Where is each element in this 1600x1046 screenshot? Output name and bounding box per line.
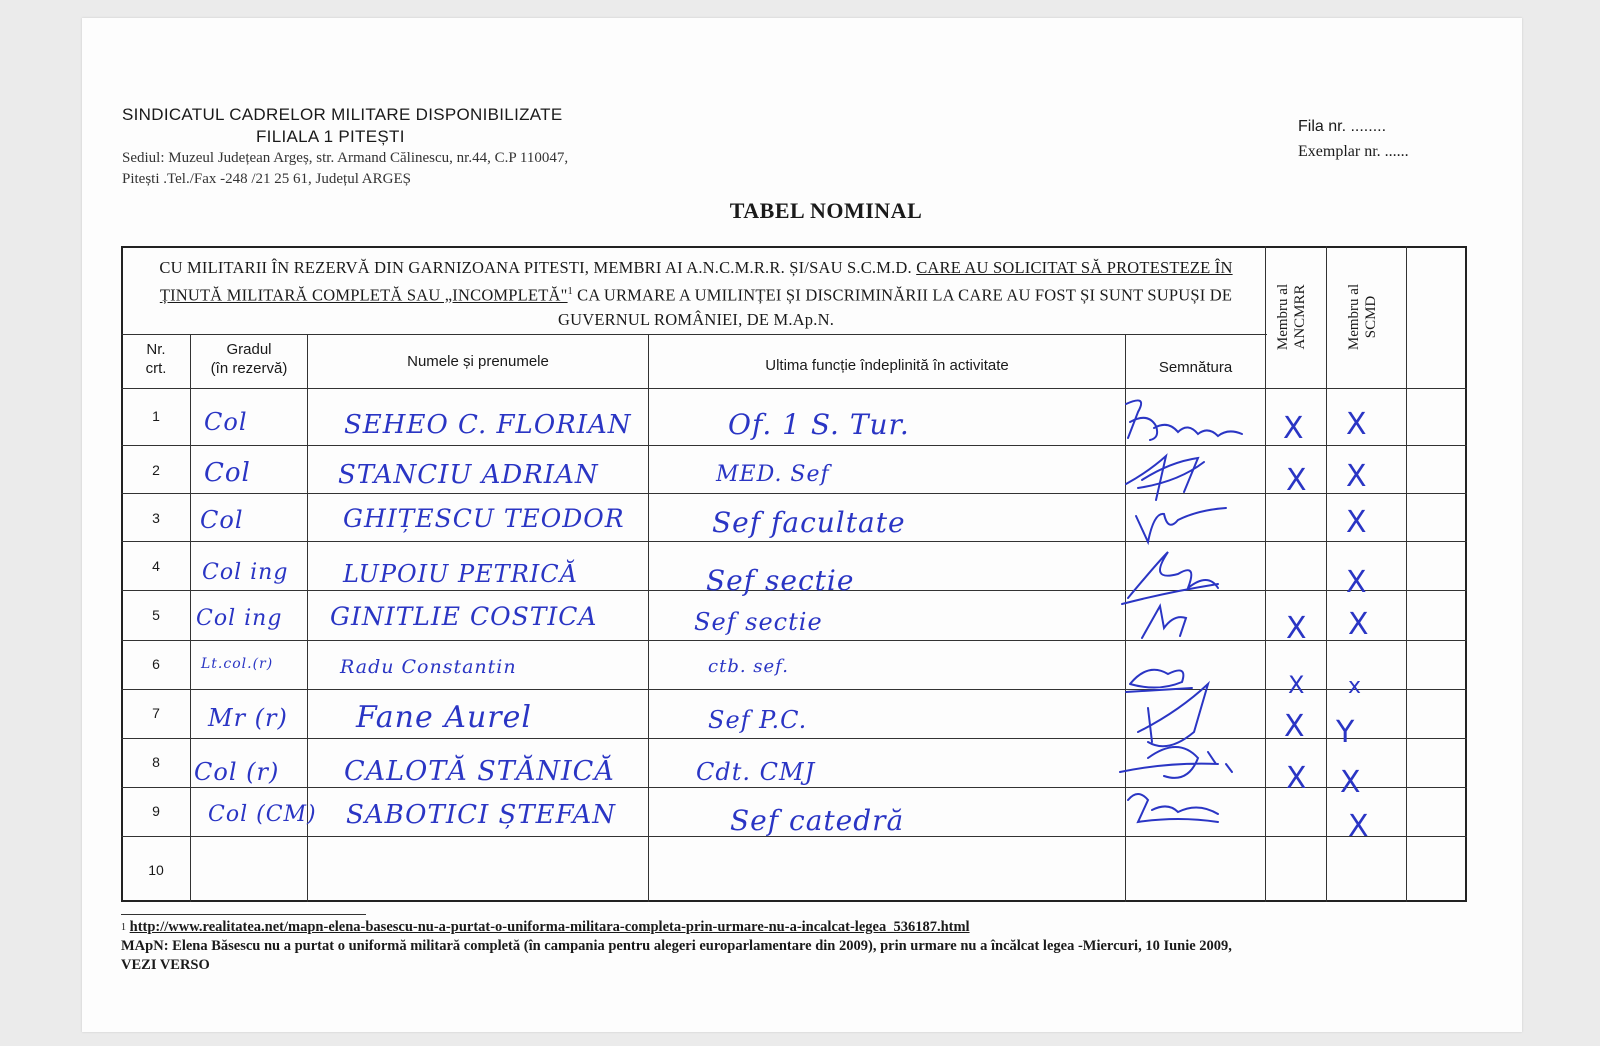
grade-entry: Col ing — [196, 606, 283, 631]
name-entry: STANCIU ADRIAN — [338, 460, 599, 490]
signature-scribble — [1142, 606, 1186, 638]
name-entry: SABOTICI ȘTEFAN — [346, 800, 616, 830]
column-header-scmd-line2: SCMD — [1363, 295, 1379, 339]
ancmrr-mark: X — [1286, 611, 1307, 646]
row-number: 8 — [152, 754, 160, 770]
scmd-mark: X — [1348, 809, 1369, 844]
row-number: 2 — [152, 462, 160, 478]
document-title: TABEL NOMINAL — [729, 198, 923, 223]
function-entry: ctb. sef. — [708, 656, 789, 677]
column-header-semnatura: Semnătura — [1158, 359, 1233, 376]
org-address-line1: Sediul: Muzeul Județean Argeș, str. Armand Călinescu, nr.44, C.P 110047, — [122, 150, 569, 166]
scmd-mark: Y — [1336, 715, 1355, 750]
heading-text-end: CA URMARE A UMILINȚEI ȘI DISCRIMINĂRII LA CARE AU FOST ȘI SUNT SUPUȘI DE GUVERNUL ROMÂNIEI, DE M.Ap.N. — [557, 285, 1233, 329]
grade-entry: Lt.col.(r) — [201, 656, 274, 672]
row-number: 3 — [152, 510, 160, 526]
table-rule — [1326, 246, 1327, 902]
function-entry: Sef sectie — [706, 564, 855, 597]
signature-scribble — [1136, 508, 1226, 542]
scmd-mark: X — [1346, 407, 1367, 442]
row-number: 9 — [152, 803, 160, 819]
function-entry: Sef catedră — [730, 804, 905, 837]
signature-scribble — [1122, 552, 1218, 604]
function-entry: Cdt. CMJ — [696, 758, 816, 786]
scmd-mark: X — [1346, 505, 1367, 540]
table-rule — [1406, 246, 1407, 902]
ancmrr-mark: X — [1286, 463, 1307, 498]
exemplar-number: Exemplar nr. ...... — [1298, 143, 1409, 160]
grade-entry: Col (CM) — [208, 802, 317, 827]
row-number: 10 — [148, 862, 164, 878]
column-header-nr-line2: crt. — [145, 360, 167, 377]
fila-number: Fila nr. ........ — [1298, 118, 1387, 135]
row-number: 6 — [152, 656, 160, 672]
name-entry: LUPOIU PETRICĂ — [343, 560, 578, 588]
heading-text: CU MILITARII ÎN REZERVĂ DIN GARNIZOANA PITESTI, MEMBRI AI A.N.C.M.R.R. ȘI/SAU S.C.M.D. — [159, 258, 912, 277]
function-entry: Sef P.C. — [708, 706, 808, 734]
footnote — [121, 918, 1461, 975]
row-number: 7 — [152, 705, 160, 721]
column-header-scmd-line1: Membru al — [1346, 283, 1362, 351]
name-entry: GHIȚESCU TEODOR — [343, 504, 625, 533]
signature-scribble — [1138, 684, 1208, 746]
column-header-nume: Numele și prenumele — [407, 353, 549, 370]
function-entry: MED. Sef — [716, 462, 830, 487]
column-header-nr-line1: Nr. — [146, 341, 166, 358]
column-header-ancmrr-line2: ANCMRR — [1292, 284, 1308, 350]
heading-underlined-text: CARE AU SOLICITAT SĂ PROTESTEZE ÎN ȚINUTĂ MILITARĂ COMPLETĂ SAU „INCOMPLETĂ" — [159, 258, 1233, 305]
org-name: SINDICATUL CADRELOR MILITARE DISPONIBILIZATE — [122, 105, 563, 124]
grade-entry: Col ing — [202, 560, 289, 585]
function-entry: Sef facultate — [712, 506, 906, 539]
row-number: 5 — [152, 607, 160, 623]
grade-entry: Col — [204, 408, 248, 436]
org-branch: FILIALA 1 PITEȘTI — [256, 127, 405, 146]
ancmrr-mark: X — [1283, 411, 1304, 446]
sheet-number-block — [1298, 114, 1409, 164]
signature-scribble — [1126, 670, 1192, 692]
column-header-ancmrr — [1275, 261, 1315, 373]
signature-scribble — [1126, 456, 1204, 500]
name-entry: CALOTĂ STĂNICĂ — [344, 756, 615, 787]
table-heading — [146, 256, 1246, 332]
scmd-mark: x — [1348, 674, 1362, 699]
footnote-divider — [121, 914, 366, 915]
signature-scribble — [1126, 400, 1242, 440]
grade-entry: Col — [200, 506, 244, 534]
org-address-line2: Pitești .Tel./Fax -248 /21 25 61, Județul ARGEȘ — [122, 171, 411, 187]
signatures-column — [1108, 392, 1268, 862]
grade-entry: Mr (r) — [208, 704, 288, 732]
ancmrr-mark: X — [1284, 709, 1305, 744]
function-entry: Of. 1 S. Tur. — [728, 408, 910, 441]
footnote-link[interactable]: http://www.realitatea.net/mapn-elena-basescu-nu-a-purtat-o-uniforma-militara-completa-prin-urmare-nu-a-incalcat-legea_536187.html — [129, 919, 970, 935]
signature-scribble — [1128, 794, 1218, 822]
column-header-grad-line1: Gradul — [226, 341, 272, 358]
scmd-mark: X — [1346, 459, 1367, 494]
footnote-mark: 1 — [121, 922, 126, 933]
function-entry: Sef sectie — [694, 608, 823, 636]
name-entry: GINITLIE COSTICA — [330, 602, 598, 631]
verso-note: VEZI VERSO — [121, 957, 210, 973]
heading-footnote-mark: 1 — [567, 286, 573, 297]
ancmrr-mark: X — [1286, 761, 1307, 796]
column-header-functie: Ultima funcție îndeplinită în activitate — [765, 357, 1009, 374]
ancmrr-mark: X — [1288, 671, 1305, 699]
footnote-text: MApN: Elena Băsescu nu a purtat o uniformă militară completă (în campania pentru alegeri europarlamentare din 2009), prin urmare nu a încălcat legea -Miercuri, 10 Iunie 2009, — [121, 938, 1232, 954]
table-rule — [190, 334, 191, 902]
scmd-mark: X — [1348, 607, 1369, 642]
row-number: 1 — [152, 408, 160, 424]
row-number: 4 — [152, 558, 160, 574]
column-header-scmd — [1346, 261, 1386, 373]
grade-entry: Col — [204, 458, 251, 488]
signature-scribble — [1120, 747, 1232, 778]
column-header-ancmrr-line1: Membru al — [1275, 283, 1291, 351]
scmd-mark: X — [1346, 565, 1367, 600]
name-entry: Fane Aurel — [356, 700, 532, 735]
organization-header — [122, 104, 568, 190]
grade-entry: Col (r) — [194, 758, 280, 786]
column-header-grad — [191, 340, 307, 378]
column-header-nr — [121, 340, 191, 378]
name-entry: SEHEO C. FLORIAN — [344, 410, 632, 440]
table-rule — [121, 334, 1267, 335]
column-header-grad-line2: (în rezervă) — [210, 360, 288, 377]
table-rule — [648, 334, 649, 902]
scmd-mark: X — [1340, 765, 1361, 800]
name-entry: Radu Constantin — [340, 656, 517, 678]
